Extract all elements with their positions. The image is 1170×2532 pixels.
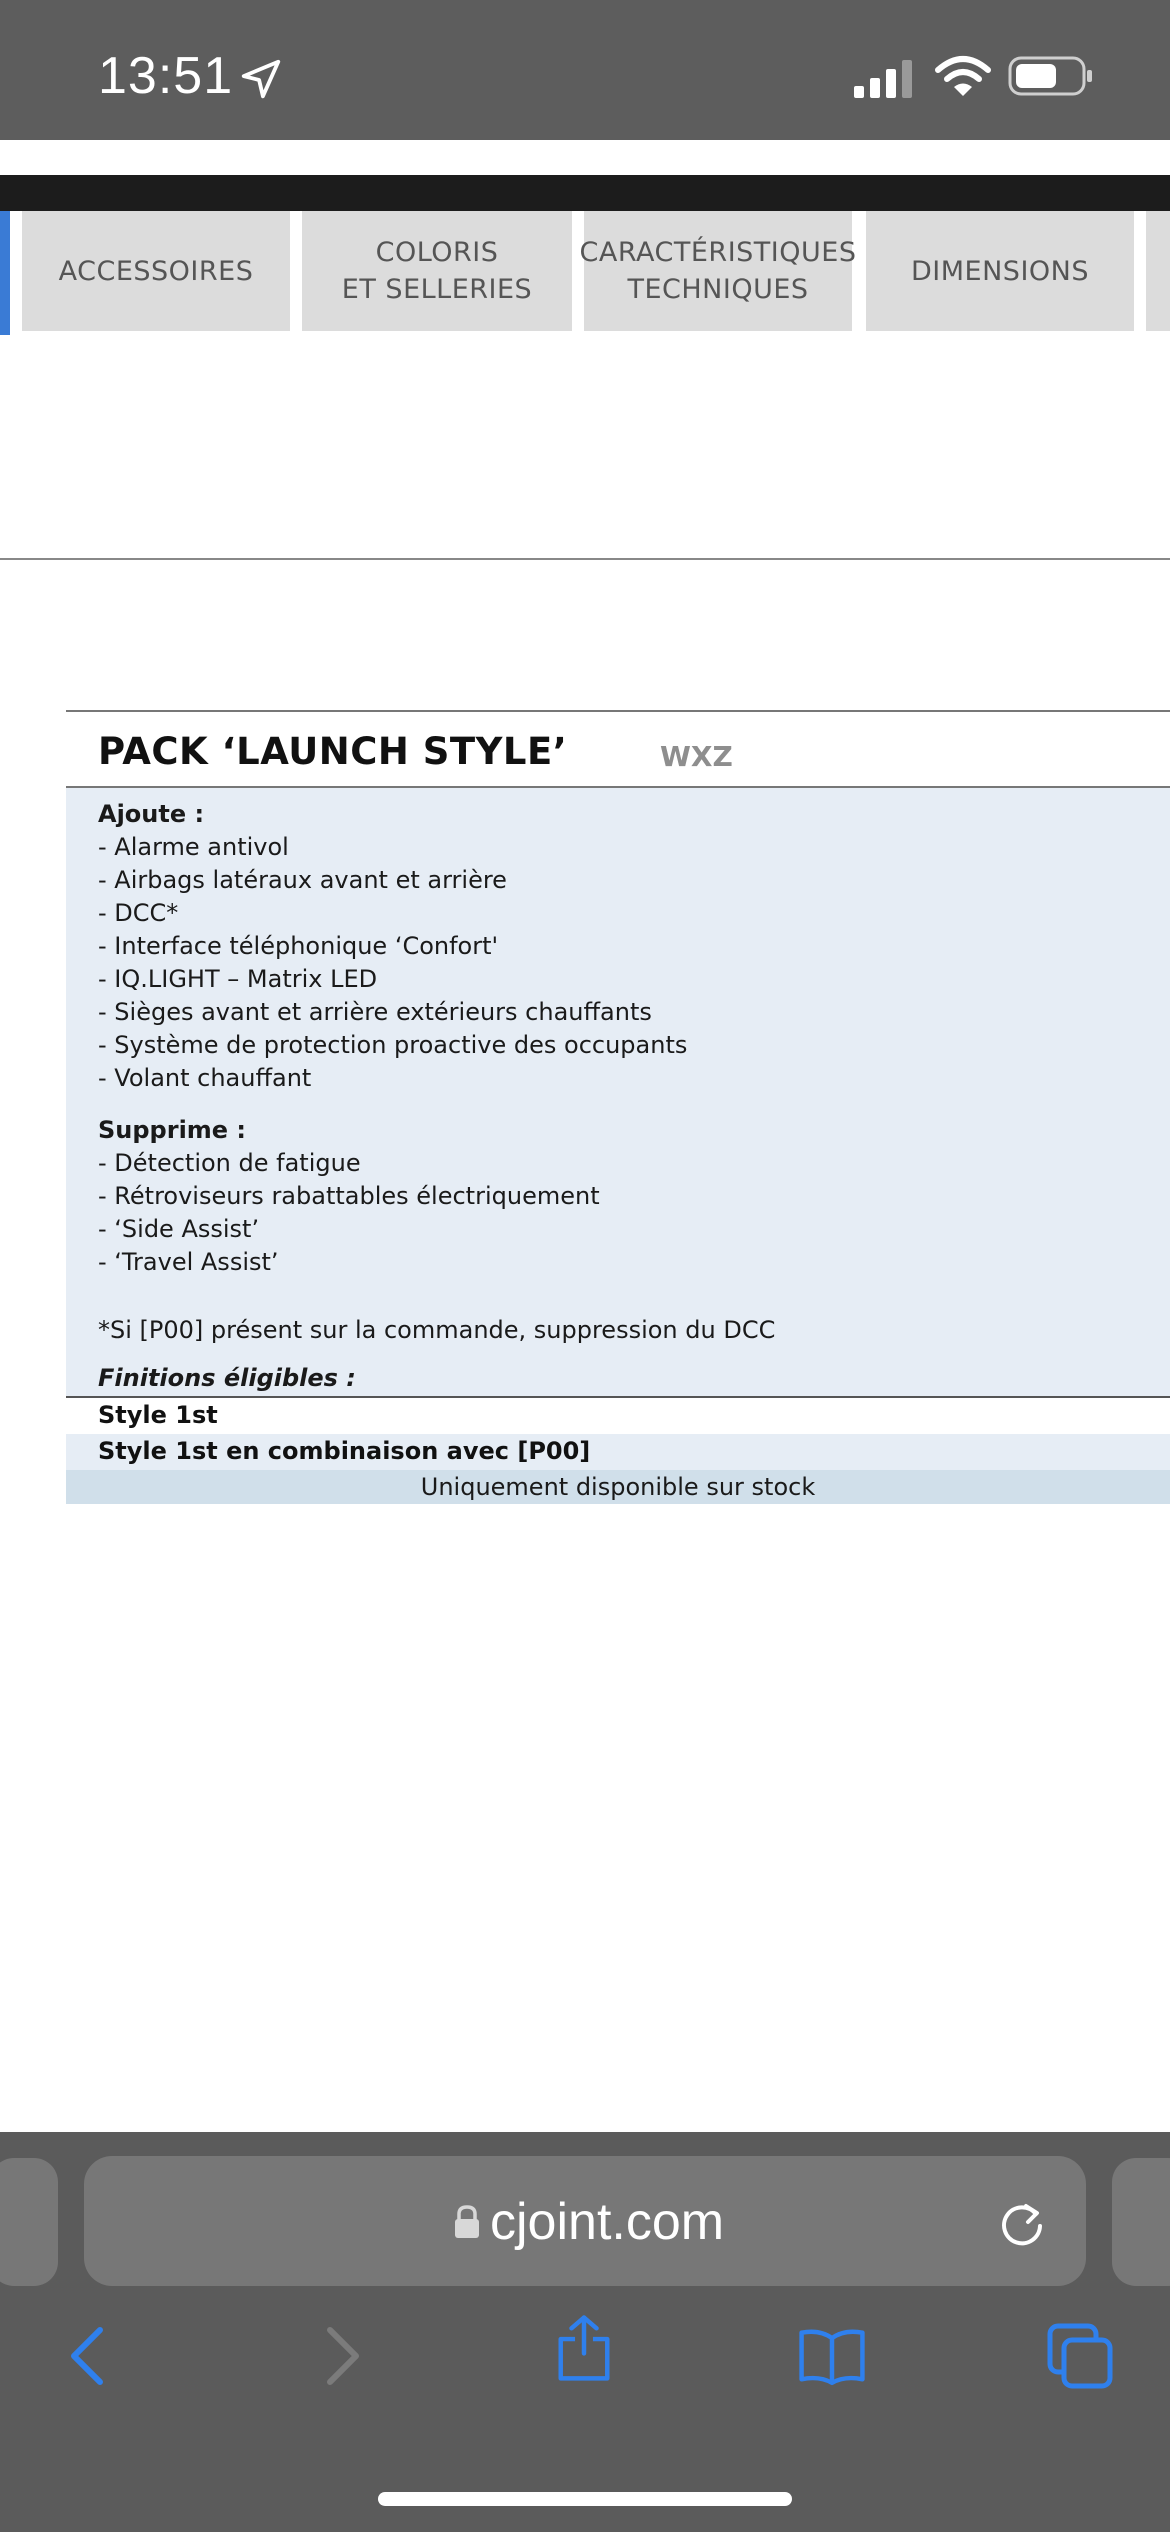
tab-coloris-et-selleries[interactable]: COLORIS ET SELLERIES [302,211,572,331]
share-icon[interactable] [550,2314,618,2382]
pack-code: WXZ [660,740,733,773]
adds-heading: Ajoute : [98,800,205,828]
eligible-heading: Finitions éligibles : [98,1364,356,1392]
home-indicator [378,2492,792,2506]
list-item: - IQ.LIGHT – Matrix LED [98,965,378,993]
divider [0,558,1170,560]
list-item: - ‘Travel Assist’ [98,1248,279,1276]
status-time: 13:51 [98,47,234,105]
tab-accessoires[interactable]: ACCESSOIRES [22,211,290,331]
removes-list [98,1114,600,1279]
list-item: - Rétroviseurs rabattables électriquement [98,1182,600,1210]
list-item: - Système de protection proactive des occupants [98,1031,688,1059]
list-item: - Sièges avant et arrière extérieurs chauffants [98,998,652,1026]
dcc-note: *Si [P00] présent sur la commande, suppression du DCC [98,1316,776,1344]
removes-heading: Supprime : [98,1116,247,1144]
table-row [66,1398,1170,1434]
adds-list [98,798,687,1095]
active-tab-indicator [0,211,10,335]
cellular-signal-icon [852,58,914,98]
lock-icon [452,2204,482,2240]
list-item: - Alarme antivol [98,833,289,861]
browser-toolbar [0,2132,1170,2532]
list-item: - ‘Side Assist’ [98,1215,260,1243]
list-item: - Volant chauffant [98,1064,312,1092]
status-bar [0,0,1170,140]
tab-next-partial[interactable] [1146,211,1170,331]
reload-icon[interactable] [996,2196,1048,2248]
page-top-spacer [0,140,1170,174]
back-icon[interactable] [56,2322,124,2390]
next-tab-pill[interactable] [1112,2158,1170,2286]
location-arrow-icon [238,56,284,102]
previous-tab-pill[interactable] [0,2158,58,2286]
eligible-trim: Style 1st [98,1401,218,1429]
url-text[interactable]: cjoint.com [490,2193,725,2251]
tabs-icon[interactable] [1046,2322,1114,2390]
tab-dimensions[interactable]: DIMENSIONS [866,211,1134,331]
list-item: - DCC* [98,899,179,927]
battery-icon [1008,56,1094,96]
eligible-trim: Style 1st en combinaison avec [P00] [98,1437,591,1465]
forward-icon[interactable] [306,2322,374,2390]
pack-details [66,788,1170,1396]
table-row [66,1434,1170,1470]
pack-top-divider [66,710,1170,712]
availability-note: Uniquement disponible sur stock [66,1470,1170,1504]
pack-title: PACK ‘LAUNCH STYLE’ [98,730,568,773]
header-bar [0,175,1170,211]
list-item: - Interface téléphonique ‘Confort' [98,932,499,960]
list-item: - Détection de fatigue [98,1149,361,1177]
tab-caracteristiques-techniques[interactable]: CARACTÉRISTIQUES TECHNIQUES [584,211,852,331]
bookmarks-icon[interactable] [798,2322,866,2390]
list-item: - Airbags latéraux avant et arrière [98,866,507,894]
address-bar[interactable] [84,2156,1086,2286]
wifi-icon [934,54,992,98]
section-tabs [0,211,1170,335]
